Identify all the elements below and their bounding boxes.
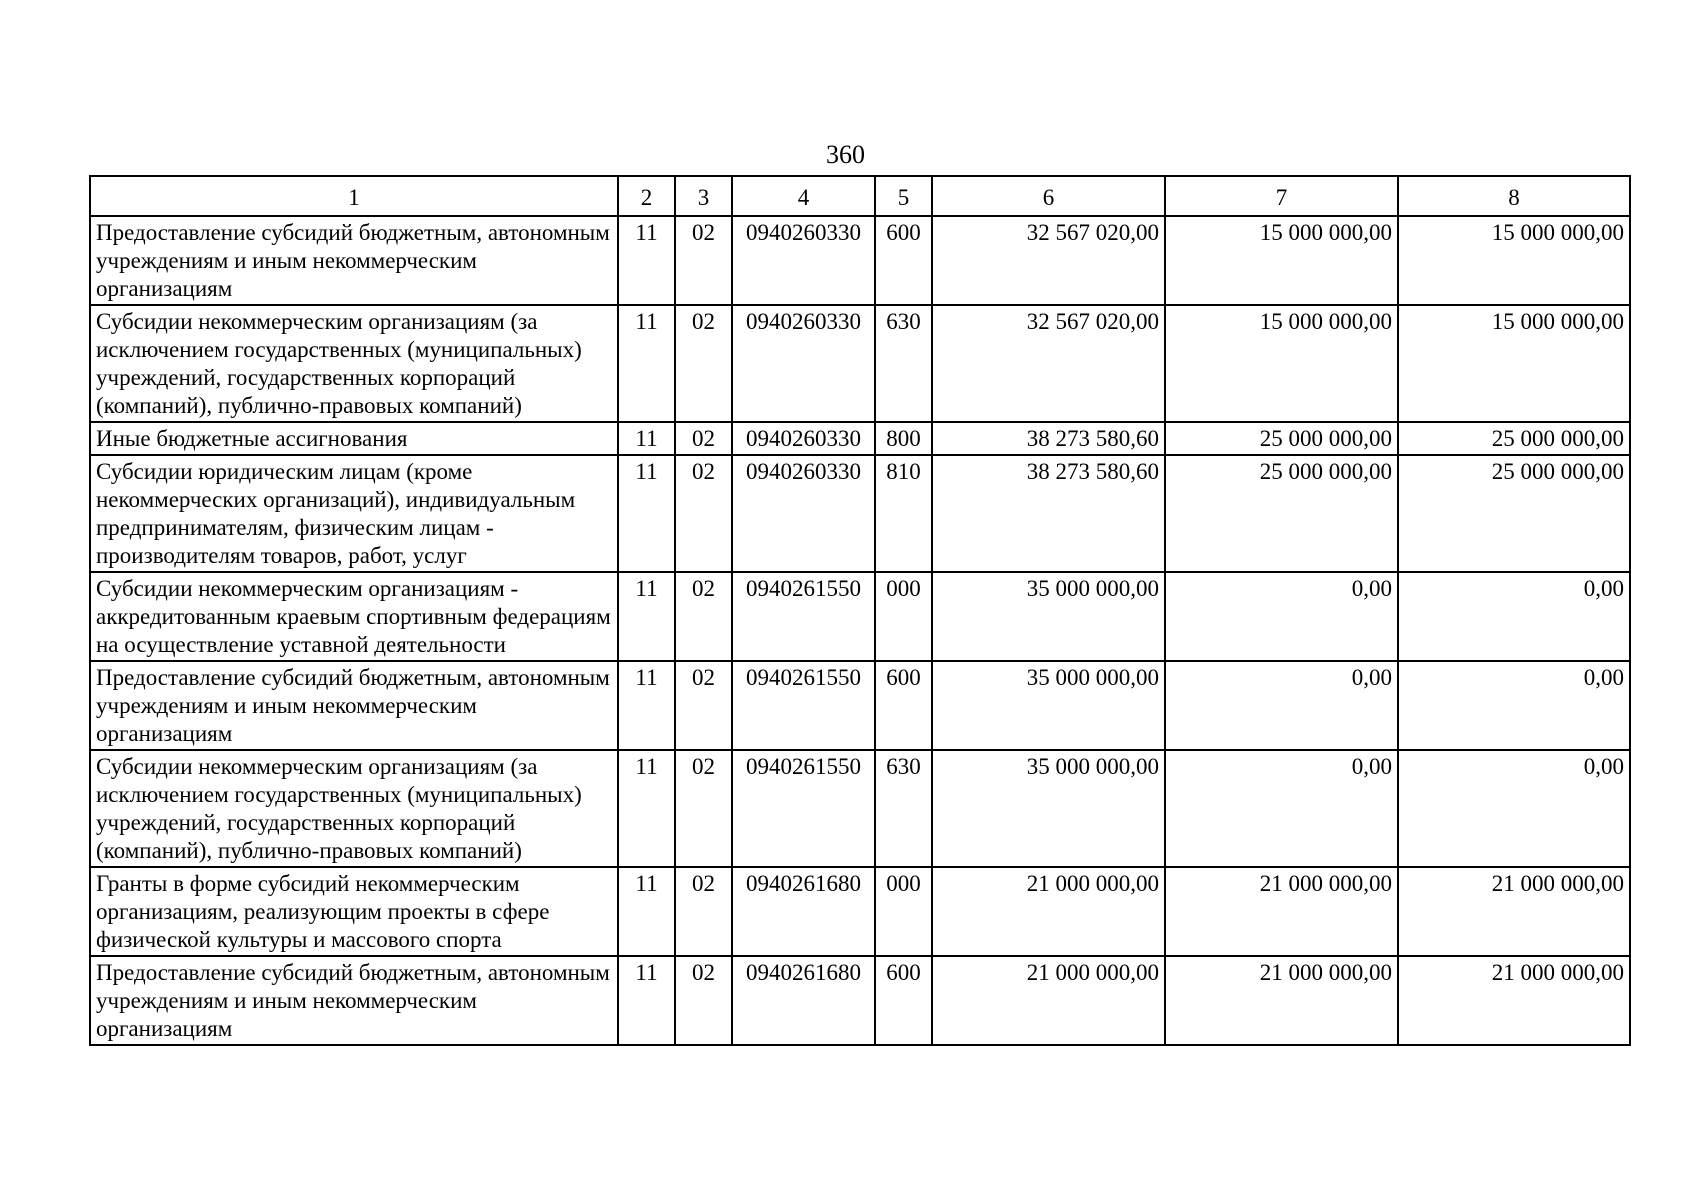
table-row — [90, 455, 1630, 572]
table-row — [90, 572, 1630, 661]
row-amount-col6: 21 000 000,00 — [932, 956, 1165, 1045]
row-subsection: 02 — [675, 216, 732, 305]
row-name: Иные бюджетные ассигнования — [90, 422, 618, 455]
column-header-3: 3 — [675, 176, 732, 216]
row-name: Субсидии некоммерческим организациям (за исключением государственных (муниципальных) учреждений, государственных корпораций (компаний), публично-правовых компаний) — [90, 750, 618, 867]
row-amount-col8: 0,00 — [1398, 750, 1630, 867]
row-expense-type: 630 — [875, 750, 932, 867]
row-amount-col7: 15 000 000,00 — [1165, 216, 1398, 305]
row-amount-col8: 21 000 000,00 — [1398, 867, 1630, 956]
row-amount-col6: 21 000 000,00 — [932, 867, 1165, 956]
row-target-article: 0940261550 — [732, 661, 875, 750]
row-expense-type: 600 — [875, 216, 932, 305]
row-amount-col8: 15 000 000,00 — [1398, 305, 1630, 422]
row-name: Предоставление субсидий бюджетным, автономным учреждениям и иным некоммерческим организациям — [90, 956, 618, 1045]
row-expense-type: 600 — [875, 661, 932, 750]
row-section: 11 — [618, 661, 675, 750]
row-expense-type: 800 — [875, 422, 932, 455]
row-amount-col6: 32 567 020,00 — [932, 305, 1165, 422]
row-subsection: 02 — [675, 750, 732, 867]
table-row — [90, 956, 1630, 1045]
row-amount-col7: 0,00 — [1165, 750, 1398, 867]
row-amount-col6: 35 000 000,00 — [932, 661, 1165, 750]
column-header-6: 6 — [932, 176, 1165, 216]
table-row — [90, 867, 1630, 956]
row-amount-col6: 35 000 000,00 — [932, 572, 1165, 661]
row-amount-col7: 21 000 000,00 — [1165, 956, 1398, 1045]
row-amount-col8: 25 000 000,00 — [1398, 422, 1630, 455]
row-expense-type: 000 — [875, 867, 932, 956]
row-expense-type: 000 — [875, 572, 932, 661]
row-section: 11 — [618, 305, 675, 422]
column-header-5: 5 — [875, 176, 932, 216]
column-header-2: 2 — [618, 176, 675, 216]
row-section: 11 — [618, 455, 675, 572]
page-number: 360 — [826, 140, 865, 169]
column-header-4: 4 — [732, 176, 875, 216]
row-amount-col6: 35 000 000,00 — [932, 750, 1165, 867]
header-row — [90, 176, 1630, 216]
row-section: 11 — [618, 956, 675, 1045]
row-name: Субсидии некоммерческим организациям (за исключением государственных (муниципальных) учреждений, государственных корпораций (компаний), публично-правовых компаний) — [90, 305, 618, 422]
row-target-article: 0940261680 — [732, 956, 875, 1045]
table-row — [90, 750, 1630, 867]
row-amount-col8: 15 000 000,00 — [1398, 216, 1630, 305]
table-row — [90, 422, 1630, 455]
row-expense-type: 810 — [875, 455, 932, 572]
column-header-7: 7 — [1165, 176, 1398, 216]
row-amount-col6: 38 273 580,60 — [932, 422, 1165, 455]
row-amount-col7: 0,00 — [1165, 572, 1398, 661]
row-section: 11 — [618, 867, 675, 956]
row-name: Субсидии юридическим лицам (кроме некоммерческих организаций), индивидуальным предпринимателям, физическим лицам - производителям товаров, работ, услуг — [90, 455, 618, 572]
row-name: Предоставление субсидий бюджетным, автономным учреждениям и иным некоммерческим организациям — [90, 661, 618, 750]
table-row — [90, 661, 1630, 750]
row-subsection: 02 — [675, 956, 732, 1045]
row-subsection: 02 — [675, 661, 732, 750]
table-row — [90, 305, 1630, 422]
row-amount-col8: 0,00 — [1398, 572, 1630, 661]
row-section: 11 — [618, 422, 675, 455]
column-header-1: 1 — [90, 176, 618, 216]
row-section: 11 — [618, 750, 675, 867]
row-target-article: 0940260330 — [732, 422, 875, 455]
budget-table — [89, 175, 1631, 1046]
row-target-article: 0940261680 — [732, 867, 875, 956]
table-row — [90, 216, 1630, 305]
row-amount-col7: 25 000 000,00 — [1165, 422, 1398, 455]
row-amount-col7: 0,00 — [1165, 661, 1398, 750]
row-subsection: 02 — [675, 455, 732, 572]
row-expense-type: 630 — [875, 305, 932, 422]
row-amount-col8: 0,00 — [1398, 661, 1630, 750]
row-target-article: 0940261550 — [732, 750, 875, 867]
row-target-article: 0940260330 — [732, 305, 875, 422]
row-name: Гранты в форме субсидий некоммерческим организациям, реализующим проекты в сфере физической культуры и массового спорта — [90, 867, 618, 956]
row-amount-col6: 38 273 580,60 — [932, 455, 1165, 572]
row-target-article: 0940260330 — [732, 216, 875, 305]
row-amount-col7: 15 000 000,00 — [1165, 305, 1398, 422]
row-subsection: 02 — [675, 305, 732, 422]
row-name: Предоставление субсидий бюджетным, автономным учреждениям и иным некоммерческим организациям — [90, 216, 618, 305]
row-section: 11 — [618, 216, 675, 305]
row-amount-col8: 21 000 000,00 — [1398, 956, 1630, 1045]
row-target-article: 0940261550 — [732, 572, 875, 661]
column-header-8: 8 — [1398, 176, 1630, 216]
row-expense-type: 600 — [875, 956, 932, 1045]
row-amount-col6: 32 567 020,00 — [932, 216, 1165, 305]
row-subsection: 02 — [675, 422, 732, 455]
row-name: Субсидии некоммерческим организациям - аккредитованным краевым спортивным федерациям на осуществление уставной деятельности — [90, 572, 618, 661]
row-amount-col7: 25 000 000,00 — [1165, 455, 1398, 572]
row-subsection: 02 — [675, 867, 732, 956]
row-amount-col8: 25 000 000,00 — [1398, 455, 1630, 572]
row-subsection: 02 — [675, 572, 732, 661]
row-section: 11 — [618, 572, 675, 661]
row-amount-col7: 21 000 000,00 — [1165, 867, 1398, 956]
row-target-article: 0940260330 — [732, 455, 875, 572]
